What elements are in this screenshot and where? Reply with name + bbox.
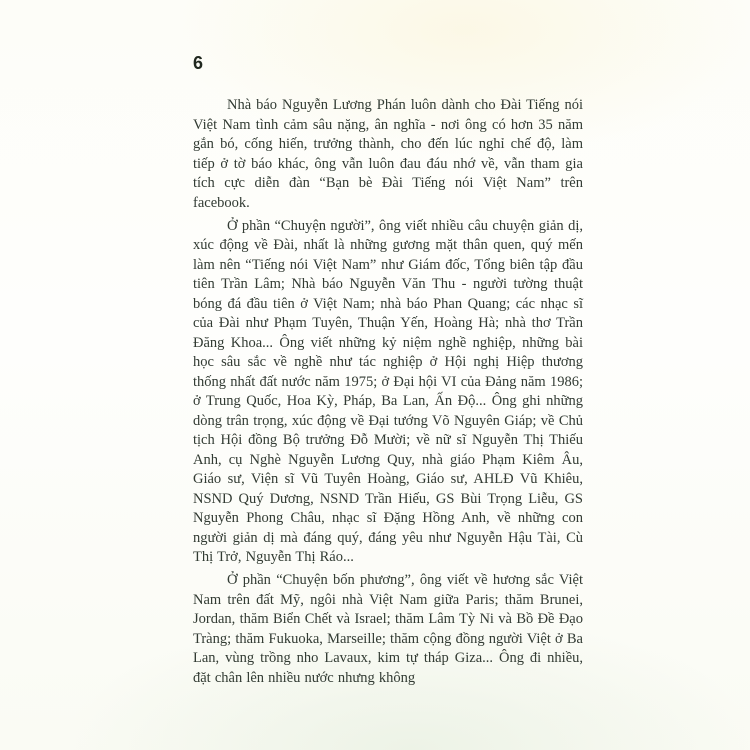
paragraph-chuyen-bon-phuong: Ở phần “Chuyện bốn phương”, ông viết về hương sắc Việt Nam trên đất Mỹ, ngôi nhà Việt Nam giữa Paris; thăm Brunei, Jordan, thăm Biển Chết và Israel; thăm Lâm Tỳ Ni và Bồ Đề Đạo Tràng; thăm Fukuoka, Marseille; thăm cộng đồng người Việt ở Ba Lan, vùng trồng nho Lavaux, kim tự tháp Giza... Ông đi nhiều, đặt chân lên nhiều nước nhưng không bbox=[193, 572, 583, 686]
paragraph-chuyen-nguoi: Ở phần “Chuyện người”, ông viết nhiều câu chuyện giản dị, xúc động về Đài, nhất là những gương mặt thân quen, quý mến làm nên “Tiếng nói Việt Nam” như Giám đốc, Tổng biên tập đầu tiên Trần Lâm; Nhà báo Nguyễn Văn Thu - người tường thuật bóng đá đầu tiên ở Việt Nam; nhà báo Phan Quang; các nhạc sĩ của Đài như Phạm Tuyên, Thuận Yến, Hoàng Hà; nhà thơ Trần Đăng Khoa... Ông viết những kỷ niệm nghề nghiệp, những bài học sâu sắc về nghề như tác nghiệp ở Hội nghị Hiệp thương thống nhất đất nước năm 1975; ở Đại hội VI của Đảng năm 1986; ở Trung Quốc, Hoa Kỳ, Pháp, Ba Lan, Ấn Độ... Ông ghi những dòng trân trọng, xúc động về Đại tướng Võ Nguyên Giáp; về Chủ tịch Hội đồng Bộ trưởng Đỗ Mười; về nữ sĩ Nguyễn Thị Thiếu Anh, cụ Nghè Nguyễn Lương Quy, nhà giáo Phạm Kiêm Âu, Giáo sư, Viện sĩ Vũ Tuyên Hoàng, Giáo sư, AHLĐ Vũ Khiêu, NSND Quý Dương, NSND Trần Hiếu, GS Bùi Trọng Liễu, GS Nguyễn Phong Châu, nhạc sĩ Đặng Hồng Anh, về những con người giản dị mà đáng quý, đáng yêu như Nguyễn Hậu Tài, Cù Thị Trở, Nguyễn Thị Ráo... bbox=[193, 217, 583, 565]
text-block bbox=[193, 96, 583, 692]
page-number: 6 bbox=[193, 53, 204, 73]
paragraph-intro: Nhà báo Nguyễn Lương Phán luôn dành cho Đài Tiếng nói Việt Nam tình cảm sâu nặng, ân nghĩa - nơi ông có hơn 35 năm gắn bó, cống hiến, trưởng thành, cho đến lúc nghỉ chế độ, làm tiếp ở tờ báo khác, ông vẫn luôn đau đáu nhớ về, vẫn tham gia tích cực diễn đàn “Bạn bè Đài Tiếng nói Việt Nam” trên facebook. bbox=[193, 97, 583, 211]
